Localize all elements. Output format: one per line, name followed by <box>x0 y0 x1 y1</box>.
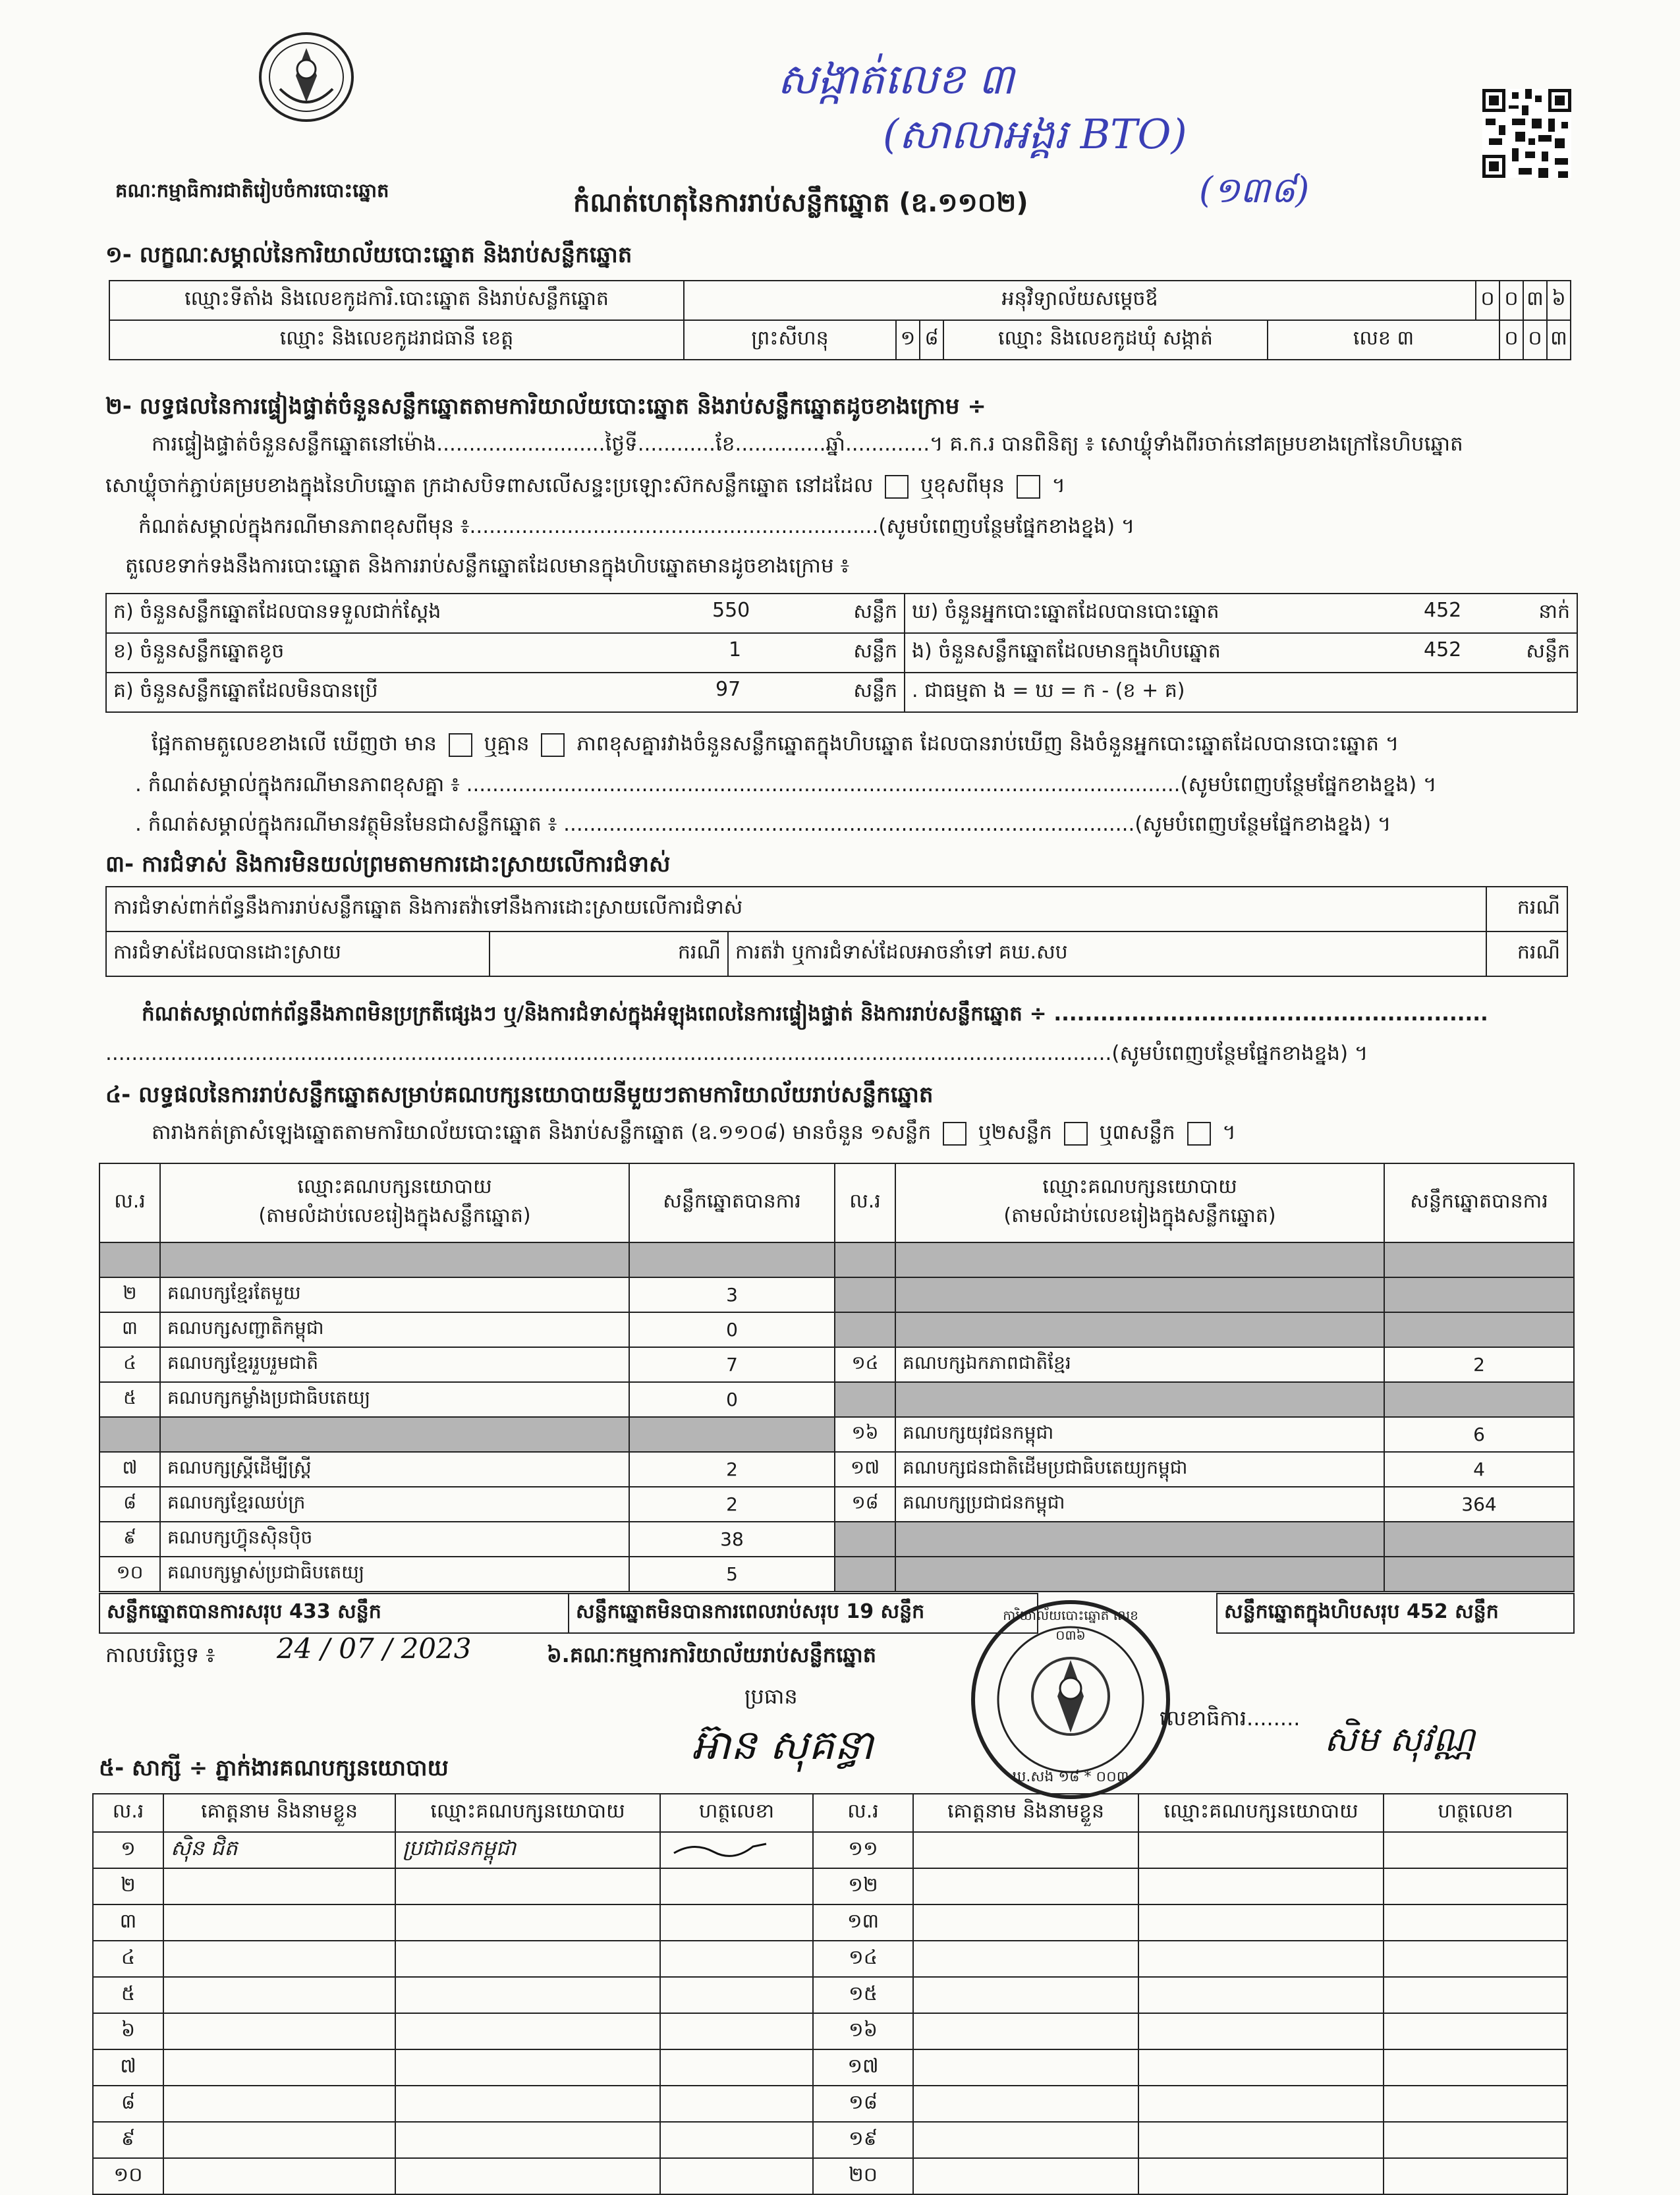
witness-sign-left[interactable] <box>660 2122 813 2158</box>
results-row <box>99 1277 1574 1312</box>
party-votes-left: 5 <box>629 1557 835 1592</box>
party-name-right <box>895 1242 1384 1277</box>
commune-code-digit: ០ <box>1499 321 1523 359</box>
kho-value: 452 <box>1424 599 1462 622</box>
witness-no-left: ២ <box>93 1868 163 1904</box>
objection-table <box>105 886 1568 977</box>
col-party-left-line1: ឈ្មោះគណបក្សនយោបាយ <box>297 1175 492 1198</box>
province-code-digit: ១ <box>896 321 920 359</box>
party-no-left: ៣ <box>99 1312 160 1347</box>
party-no-left: ៩ <box>99 1522 160 1557</box>
witness-party-left[interactable] <box>395 2049 660 2086</box>
witness-row <box>93 1977 1567 2013</box>
results-row <box>99 1557 1574 1592</box>
witness-sign-right[interactable] <box>1384 1941 1567 1977</box>
witness-sign-right[interactable] <box>1384 2086 1567 2122</box>
witness-col-sign-right: ហត្ថលេខា <box>1384 1794 1567 1832</box>
witness-party-left[interactable] <box>395 2086 660 2122</box>
col-votes-left: សន្លឹកឆ្នោតបានការ <box>629 1163 835 1242</box>
changed-text: ឬខុសពីមុន <box>920 474 1005 497</box>
witness-no-left: ៨ <box>93 2086 163 2122</box>
party-name-left: គណបក្សកម្លាំងប្រជាធិបតេយ្យ <box>160 1382 629 1417</box>
chair-label: ប្រធាន <box>744 1684 798 1709</box>
party-no-left: ៨ <box>99 1487 160 1522</box>
witness-name-left[interactable] <box>163 1977 395 2013</box>
witness-col-no-left: ល.រ <box>93 1794 163 1832</box>
location-table <box>109 280 1571 360</box>
witness-col-party-right: ឈ្មោះគណបក្សនយោបាយ <box>1138 1794 1384 1832</box>
party-no-left: ១០ <box>99 1557 160 1592</box>
witness-col-no-right: ល.រ <box>813 1794 913 1832</box>
witness-party-left: ប្រជាជនកម្ពុជា <box>395 1832 660 1868</box>
witness-sign-left[interactable] <box>660 1904 813 1941</box>
witness-sign-right[interactable] <box>1384 2013 1567 2049</box>
witness-party-right[interactable] <box>1138 1941 1384 1977</box>
witness-signature-icon <box>667 1835 773 1861</box>
party-no-left: ៥ <box>99 1382 160 1417</box>
results-row <box>99 1242 1574 1277</box>
commune-code-digit: ៣ <box>1547 321 1570 359</box>
witness-row <box>93 2086 1567 2122</box>
witness-sign-right[interactable] <box>1384 2049 1567 2086</box>
party-name-left: គណបក្សខ្មែរតែមួយ <box>160 1277 629 1312</box>
witness-no-left: ១០ <box>93 2158 163 2194</box>
witness-party-right[interactable] <box>1138 1868 1384 1904</box>
party-votes-left: 0 <box>629 1382 835 1417</box>
ngo-label: ង) ចំនួនសន្លឹកឆ្នោតដែលមានក្នុងហិបឆ្នោត <box>912 640 1221 663</box>
handnote-line1: សង្កាត់លេខ ៣ <box>777 55 1015 104</box>
col-party-right-line1: ឈ្មោះគណបក្សនយោបាយ <box>1042 1175 1237 1198</box>
objection-resolved-case: ករណី <box>490 931 728 976</box>
witness-name-right[interactable] <box>913 2086 1138 2122</box>
party-results-table <box>99 1163 1575 1592</box>
witness-no-right: ១៥ <box>813 1977 913 2013</box>
witness-row <box>93 1832 1567 1868</box>
party-votes-right <box>1384 1522 1574 1557</box>
section2-heading: ២- លទ្ធផលនៃការផ្ទៀងផ្ទាត់ចំនួនសន្លឹកឆ្នោតតាមការិយាល័យបោះឆ្នោត និងរាប់សន្លឹកឆ្នោតដូចខាងក្រោម ÷ <box>105 393 986 420</box>
party-votes-right: 2 <box>1384 1347 1574 1382</box>
witness-no-right: ១៦ <box>813 2013 913 2049</box>
seal-text: ការិយាល័យបោះឆ្នោត លេខ ០៣៦ <box>1003 1607 1138 1643</box>
commune-label: ឈ្មោះ និងលេខកូដឃុំ សង្កាត់ <box>943 321 1268 359</box>
witness-party-right[interactable] <box>1138 2049 1384 2086</box>
ko-value: 97 <box>715 678 741 701</box>
party-name-left: គណបក្សខ្មែររួបរួមជាតិ <box>160 1347 629 1382</box>
location-name-label: ឈ្មោះទីតាំង និងលេខកូដការិ.បោះឆ្នោត និងរាប់សន្លឹកឆ្នោត <box>109 281 684 320</box>
party-name-right: គណបក្សប្រជាជនកម្ពុជា <box>895 1487 1384 1522</box>
witness-party-left[interactable] <box>395 1868 660 1904</box>
witness-row <box>93 2158 1567 2194</box>
witness-col-party-left: ឈ្មោះគណបក្សនយោបាយ <box>395 1794 660 1832</box>
ko-label: គ) ចំនួនសន្លឹកឆ្នោតដែលមិនបានប្រើ <box>113 679 378 702</box>
discrepancy-none-text: ឬគ្មាន <box>484 732 530 756</box>
party-votes-right <box>1384 1242 1574 1277</box>
results-row <box>99 1417 1574 1452</box>
handnote-line2: (សាលាអង្គរ BTO) <box>883 110 1187 158</box>
witness-sign-right[interactable] <box>1384 2158 1567 2194</box>
party-no-right: ១៧ <box>835 1452 895 1487</box>
section5-heading: ៥- សាក្សី ÷ ភ្នាក់ងារគណបក្សនយោបាយ <box>99 1755 449 1781</box>
witness-row <box>93 1941 1567 1977</box>
ka-label: ក) ចំនួនសន្លឹកឆ្នោតដែលបានទទួលជាក់ស្តែង <box>113 600 441 623</box>
witness-party-right[interactable] <box>1138 2122 1384 2158</box>
results-row <box>99 1382 1574 1417</box>
official-seal <box>968 1598 1173 1802</box>
totals-table <box>99 1593 1575 1634</box>
witness-sign-right[interactable] <box>1384 1977 1567 2013</box>
witness-party-left[interactable] <box>395 2158 660 2194</box>
party-name-right <box>895 1557 1384 1592</box>
witness-party-right[interactable] <box>1138 2013 1384 2049</box>
org-name: គណៈកម្មាធិការជាតិរៀបចំការបោះឆ្នោត <box>115 179 389 202</box>
commune-value: លេខ ៣ <box>1268 321 1499 359</box>
witness-name-left[interactable] <box>163 2122 395 2158</box>
witness-sign-right[interactable] <box>1384 1832 1567 1868</box>
witness-sign-left[interactable] <box>660 1941 813 1977</box>
witness-name-left[interactable] <box>163 1868 395 1904</box>
results-row <box>99 1452 1574 1487</box>
party-name-left: គណបក្សស្ត្រីដើម្បីស្ត្រី <box>160 1452 629 1487</box>
party-name-right: គណបក្សឯកភាពជាតិខ្មែរ <box>895 1347 1384 1382</box>
nec-emblem-icon <box>254 30 359 128</box>
witness-no-right: ១៨ <box>813 2086 913 2122</box>
witness-no-left: ៦ <box>93 2013 163 2049</box>
total-invalid: សន្លឹកឆ្នោតមិនបានការពេលរាប់សរុប 19 សន្លឹក <box>569 1594 1038 1633</box>
qr-code-icon <box>1482 89 1571 178</box>
two-sheet-checkbox[interactable] <box>1064 1122 1088 1146</box>
party-votes-right: 364 <box>1384 1487 1574 1522</box>
kha-unit: សន្លឹក <box>818 633 905 673</box>
witness-name-left[interactable] <box>163 1941 395 1977</box>
ko-unit: សន្លឹក <box>818 673 905 712</box>
party-name-left: គណបក្សម្ចាស់ប្រជាធិបតេយ្យ <box>160 1557 629 1592</box>
col-party-right-line2: (តាមលំដាប់លេខរៀងក្នុងសន្លឹកឆ្នោត) <box>1003 1204 1276 1227</box>
location-code-digit: ០ <box>1476 281 1499 320</box>
discrepancy-has-text: ផ្អែកតាមតួលេខខាងលើ ឃើញថា មាន <box>152 732 437 756</box>
three-sheet-checkbox[interactable] <box>1187 1122 1211 1146</box>
witness-no-right: ១១ <box>813 1832 913 1868</box>
no-discrepancy-checkbox[interactable] <box>541 733 565 757</box>
party-no-right <box>835 1382 895 1417</box>
party-no-right: ១៨ <box>835 1487 895 1522</box>
ka-value: 550 <box>712 599 750 622</box>
unchanged-checkbox[interactable] <box>885 475 909 499</box>
results-row <box>99 1312 1574 1347</box>
witness-party-left[interactable] <box>395 2013 660 2049</box>
witness-sign-right[interactable] <box>1384 2122 1567 2158</box>
col-party-left <box>160 1163 629 1242</box>
verification-time-line: ការផ្ទៀងផ្ទាត់ចំនួនសន្លឹកឆ្នោតនៅម៉ោង..........................ថ្ងៃទី............ខែ..............ឆ្នាំ.............។ គ.ក.រ បានពិនិត្យ ៖ សោឃ្លុំទាំងពីរចាក់នៅគម្របខាងក្រៅនៃហិបឆ្នោត <box>152 432 1463 456</box>
party-votes-right: 4 <box>1384 1452 1574 1487</box>
witness-sign-right[interactable] <box>1384 1868 1567 1904</box>
party-votes-left <box>629 1417 835 1452</box>
kho-unit: នាក់ <box>1491 594 1577 633</box>
witness-party-right[interactable] <box>1138 2086 1384 2122</box>
witness-party-left[interactable] <box>395 1977 660 2013</box>
party-votes-right: 6 <box>1384 1417 1574 1452</box>
location-code-digit: ៦ <box>1547 281 1571 320</box>
witness-no-left: ៣ <box>93 1904 163 1941</box>
witness-row <box>93 2013 1567 2049</box>
col-party-right <box>895 1163 1384 1242</box>
witness-sign-left[interactable] <box>660 1977 813 2013</box>
irregularity-note-line: កំណត់សម្គាល់ពាក់ព័ន្ធនឹងភាពមិនប្រក្រតីផ្សេងៗ ឬ/និងការជំទាស់ក្នុងអំឡុងពេលនៃការផ្ទៀងផ្ទាត់ និងការរាប់សន្លឹកឆ្នោត ÷ ........................................................ <box>142 1002 1488 1026</box>
party-no-right <box>835 1557 895 1592</box>
witness-name-left[interactable] <box>163 1904 395 1941</box>
tally-sheet-line: តារាងកត់ត្រាសំឡេងឆ្នោតតាមការិយាល័យបោះឆ្នោត និងរាប់សន្លឹកឆ្នោត (ឧ.១១០៨) មានចំនួន ១សន្លឹក ឬ២សន្លឹក ឬ៣សន្លឹក ។ <box>152 1121 1236 1144</box>
section3-heading: ៣- ការជំទាស់ និងការមិនយល់ព្រមតាមការដោះស្រាយលើការជំទាស់ <box>105 851 671 877</box>
province-label: ឈ្មោះ និងលេខកូដរាជធានី ខេត្ត <box>109 320 684 360</box>
party-name-right: គណបក្សជនជាតិដើមប្រជាធិបតេយ្យកម្ពុជា <box>895 1452 1384 1487</box>
col-votes-right: សន្លឹកឆ្នោតបានការ <box>1384 1163 1574 1242</box>
witness-row <box>93 2049 1567 2086</box>
kha-value: 1 <box>729 638 742 661</box>
witness-name-left[interactable] <box>163 2013 395 2049</box>
witness-name-right[interactable] <box>913 2122 1138 2158</box>
party-votes-left: 2 <box>629 1487 835 1522</box>
party-no-left <box>99 1417 160 1452</box>
party-votes-right <box>1384 1382 1574 1417</box>
kho-label: ឃ) ចំនួនអ្នកបោះឆ្នោតដែលបានបោះឆ្នោត <box>912 600 1219 623</box>
witness-sign-left[interactable] <box>660 2086 813 2122</box>
witness-name-right[interactable] <box>913 2049 1138 2086</box>
party-votes-left: 7 <box>629 1347 835 1382</box>
witness-no-right: ១៩ <box>813 2122 913 2158</box>
date-value: 24 / 07 / 2023 <box>277 1632 472 1665</box>
witness-no-right: ២០ <box>813 2158 913 2194</box>
party-votes-left <box>629 1242 835 1277</box>
party-name-right: គណបក្សយុវជនកម្ពុជា <box>895 1417 1384 1452</box>
witness-name-right[interactable] <box>913 1977 1138 2013</box>
witness-no-left: ១ <box>93 1832 163 1868</box>
witness-no-right: ១៤ <box>813 1941 913 1977</box>
party-no-right <box>835 1312 895 1347</box>
foreign-object-note-line: . កំណត់សម្គាល់ក្នុងករណីមានវត្ថុមិនមែនជាសន្លឹកឆ្នោត ៖ ........................................................................................(សូមបំពេញបន្ថែមផ្នែកខាងខ្នង) ។ <box>135 812 1391 836</box>
party-name-left <box>160 1417 629 1452</box>
one-sheet-checkbox[interactable] <box>943 1122 966 1146</box>
witness-col-name-right: គោត្តនាម និងនាមខ្លួន <box>913 1794 1138 1832</box>
party-votes-left: 0 <box>629 1312 835 1347</box>
witness-name-left: ស៊ិន ជិត <box>163 1832 395 1868</box>
discrepancy-line <box>152 731 1399 761</box>
ballot-figures-table <box>105 593 1578 713</box>
party-votes-right <box>1384 1557 1574 1592</box>
formula-text: . ជាធម្មតា ង = ឃ = ក - (ខ + គ) <box>905 673 1577 712</box>
witness-name-right[interactable] <box>913 2158 1138 2194</box>
party-name-left <box>160 1242 629 1277</box>
objection-related-label: ការជំទាស់ពាក់ព័ន្ធនឹងការរាប់សន្លឹកឆ្នោត និងការតវ៉ាទៅនឹងការដោះស្រាយលើការជំទាស់ <box>106 887 1486 931</box>
province-code-digit: ៨ <box>920 321 943 359</box>
party-name-right <box>895 1277 1384 1312</box>
witness-sign-left[interactable] <box>660 2049 813 2086</box>
witness-party-right[interactable] <box>1138 1904 1384 1941</box>
party-no-left: ៧ <box>99 1452 160 1487</box>
witness-name-right[interactable] <box>913 1904 1138 1941</box>
witness-party-right[interactable] <box>1138 2158 1384 2194</box>
commune-code-digit: ០ <box>1523 321 1547 359</box>
committee-title: ៦.គណៈកម្មការការិយាល័យរាប់សន្លឹកឆ្នោត <box>547 1642 877 1667</box>
location-code-digit: ៣ <box>1523 281 1547 320</box>
witness-name-left[interactable] <box>163 2049 395 2086</box>
witness-name-right[interactable] <box>913 2013 1138 2049</box>
chair-signature: អ៊ាន សុគន្ធា <box>692 1721 874 1769</box>
witness-name-right[interactable] <box>913 1941 1138 1977</box>
party-no-left: ៤ <box>99 1347 160 1382</box>
two-sheet-text: ឬ២សន្លឹក <box>978 1121 1052 1144</box>
objection-related-case: ករណី <box>1486 887 1567 931</box>
seal-code: ឃ.សង ១៨ * ០០៣ <box>1012 1769 1129 1785</box>
tally-sheet-text: តារាងកត់ត្រាសំឡេងឆ្នោតតាមការិយាល័យបោះឆ្នោត និងរាប់សន្លឹកឆ្នោត (ឧ.១១០៨) មានចំនួន ១សន្លឹក <box>152 1121 932 1144</box>
party-no-right: ១៤ <box>835 1347 895 1382</box>
discrepancy-note-line: . កំណត់សម្គាល់ក្នុងករណីមានភាពខុសគ្នា ៖ ..............................................................................................................(សូមបំពេញបន្ថែមផ្នែកខាងខ្នង) ។ <box>135 773 1437 796</box>
witness-col-name-left: គោត្តនាម និងនាមខ្លួន <box>163 1794 395 1832</box>
objection-resolved-label: ការជំទាស់ដែលបានដោះស្រាយ <box>106 931 490 976</box>
witness-col-sign-left: ហត្ថលេខា <box>660 1794 813 1832</box>
date-label: កាលបរិច្ឆេទ ៖ <box>105 1642 215 1667</box>
witness-no-left: ៤ <box>93 1941 163 1977</box>
results-row <box>99 1487 1574 1522</box>
witness-sign-left[interactable] <box>660 1868 813 1904</box>
party-no-right <box>835 1522 895 1557</box>
secretary-signature: សិម សុវណ្ណ <box>1324 1720 1475 1760</box>
results-row <box>99 1522 1574 1557</box>
kha-label: ខ) ចំនួនសន្លឹកឆ្នោតខូច <box>113 640 285 663</box>
objection-appeal-case: ករណី <box>1486 931 1567 976</box>
party-name-right <box>895 1522 1384 1557</box>
party-name-right <box>895 1382 1384 1417</box>
witness-sign-left[interactable] <box>660 1832 813 1868</box>
party-votes-right <box>1384 1312 1574 1347</box>
location-code-digit: ០ <box>1499 281 1523 320</box>
witness-party-right[interactable] <box>1138 1977 1384 2013</box>
page-title: កំណត់ហេតុនៃការរាប់សន្លឹកឆ្នោត (ឧ.១១០២) <box>573 188 1028 218</box>
witness-sign-right[interactable] <box>1384 1904 1567 1941</box>
difference-note-line: កំណត់សម្គាល់ក្នុងករណីមានភាពខុសពីមុន ៖...............................................................(សូមបំពេញបន្ថែមផ្នែកខាងខ្នង) ។ <box>138 514 1135 538</box>
witness-name-left[interactable] <box>163 2086 395 2122</box>
section4-heading: ៤- លទ្ធផលនៃការរាប់សន្លឹកឆ្នោតសម្រាប់គណបក្សនយោបាយនីមួយៗតាមការិយាល័យរាប់សន្លឹកឆ្នោត <box>105 1082 934 1108</box>
party-no-right <box>835 1242 895 1277</box>
col-party-left-line2: (តាមលំដាប់លេខរៀងក្នុងសន្លឹកឆ្នោត) <box>258 1204 531 1227</box>
witness-no-left: ៥ <box>93 1977 163 2013</box>
section1-heading: ១- លក្ខណៈសម្គាល់នៃការិយាល័យបោះឆ្នោត និងរាប់សន្លឹកឆ្នោត <box>105 242 632 268</box>
three-sheet-text: ឬ៣សន្លឹក <box>1099 1121 1175 1144</box>
handnote-line3: (១៣៨) <box>1199 169 1310 211</box>
witness-party-left[interactable] <box>395 2122 660 2158</box>
witness-name-right[interactable] <box>913 1832 1138 1868</box>
witness-row <box>93 1904 1567 1941</box>
witness-party-left[interactable] <box>395 1904 660 1941</box>
witness-row <box>93 1868 1567 1904</box>
witness-name-left[interactable] <box>163 2158 395 2194</box>
location-name-value: អនុវិទ្យាល័យសម្តេចឪ <box>684 281 1476 320</box>
has-discrepancy-checkbox[interactable] <box>449 733 472 757</box>
witness-name-right[interactable] <box>913 1868 1138 1904</box>
witness-no-left: ៧ <box>93 2049 163 2086</box>
seal-status-line: សោឃ្លុំចាក់ភ្ជាប់គម្របខាងក្នុងនៃហិបឆ្នោត ក្រដាសបិទពាសលើសន្ទះប្រឡោះស៊កសន្លឹកឆ្នោត នៅដដែល ឬខុសពីមុន ។ <box>105 474 1066 497</box>
objection-appeal-label: ការតវ៉ា ឬការជំទាស់ដែលអាចនាំទៅ គឃ.សប <box>728 931 1486 976</box>
witness-party-right[interactable] <box>1138 1832 1384 1868</box>
ka-unit: សន្លឹក <box>818 594 905 633</box>
seal-status-text: សោឃ្លុំចាក់ភ្ជាប់គម្របខាងក្នុងនៃហិបឆ្នោត ក្រដាសបិទពាសលើសន្ទះប្រឡោះស៊កសន្លឹកឆ្នោត នៅដដែល <box>105 474 874 497</box>
discrepancy-desc: ភាពខុសគ្នារវាងចំនួនសន្លឹកឆ្នោតក្នុងហិបឆ្នោត ដែលបានរាប់ឃើញ និងចំនួនអ្នកបោះឆ្នោតដែលបានបោះឆ្នោត ។ <box>576 732 1399 756</box>
irregularity-note-line2: ...........................................................................................................................................................(សូមបំពេញបន្ថែមផ្នែកខាងខ្នង) ។ <box>105 1042 1368 1065</box>
party-no-right <box>835 1277 895 1312</box>
changed-checkbox[interactable] <box>1017 475 1040 499</box>
results-row <box>99 1347 1574 1382</box>
witness-no-left: ៩ <box>93 2122 163 2158</box>
party-votes-left: 2 <box>629 1452 835 1487</box>
witness-sign-left[interactable] <box>660 2013 813 2049</box>
province-value: ព្រះសីហនុ <box>685 321 896 359</box>
witness-party-left[interactable] <box>395 1941 660 1977</box>
secretary-label: លេខាធិការ........ <box>1160 1706 1301 1731</box>
party-name-left: គណបក្សសញ្ជាតិកម្ពុជា <box>160 1312 629 1347</box>
witness-no-right: ១៣ <box>813 1904 913 1941</box>
ngo-unit: សន្លឹក <box>1491 633 1577 673</box>
total-in-box: សន្លឹកឆ្នោតក្នុងហិបសរុប 452 សន្លឹក <box>1217 1594 1574 1633</box>
party-name-left: គណបក្សខ្មែរឈប់ក្រ <box>160 1487 629 1522</box>
party-votes-right <box>1384 1277 1574 1312</box>
witness-no-right: ១៧ <box>813 2049 913 2086</box>
witness-sign-left[interactable] <box>660 2158 813 2194</box>
party-votes-left: 3 <box>629 1277 835 1312</box>
party-name-left: គណបក្សហ៊្វុនស៊ិនប៉ិច <box>160 1522 629 1557</box>
total-valid: សន្លឹកឆ្នោតបានការសរុប 433 សន្លឹក <box>99 1594 569 1633</box>
party-no-right: ១៦ <box>835 1417 895 1452</box>
witness-row <box>93 2122 1567 2158</box>
party-votes-left: 38 <box>629 1522 835 1557</box>
ngo-value: 452 <box>1424 638 1462 661</box>
party-name-right <box>895 1312 1384 1347</box>
col-no-left: ល.រ <box>99 1163 160 1242</box>
witness-no-right: ១២ <box>813 1868 913 1904</box>
party-no-left <box>99 1242 160 1277</box>
col-no-right: ល.រ <box>835 1163 895 1242</box>
party-no-left: ២ <box>99 1277 160 1312</box>
witness-table <box>92 1793 1568 2195</box>
figures-intro-line: តួលេខទាក់ទងនឹងការបោះឆ្នោត និងការរាប់សន្លឹកឆ្នោតដែលមានក្នុងហិបឆ្នោតមានដូចខាងក្រោម ៖ <box>125 554 850 578</box>
